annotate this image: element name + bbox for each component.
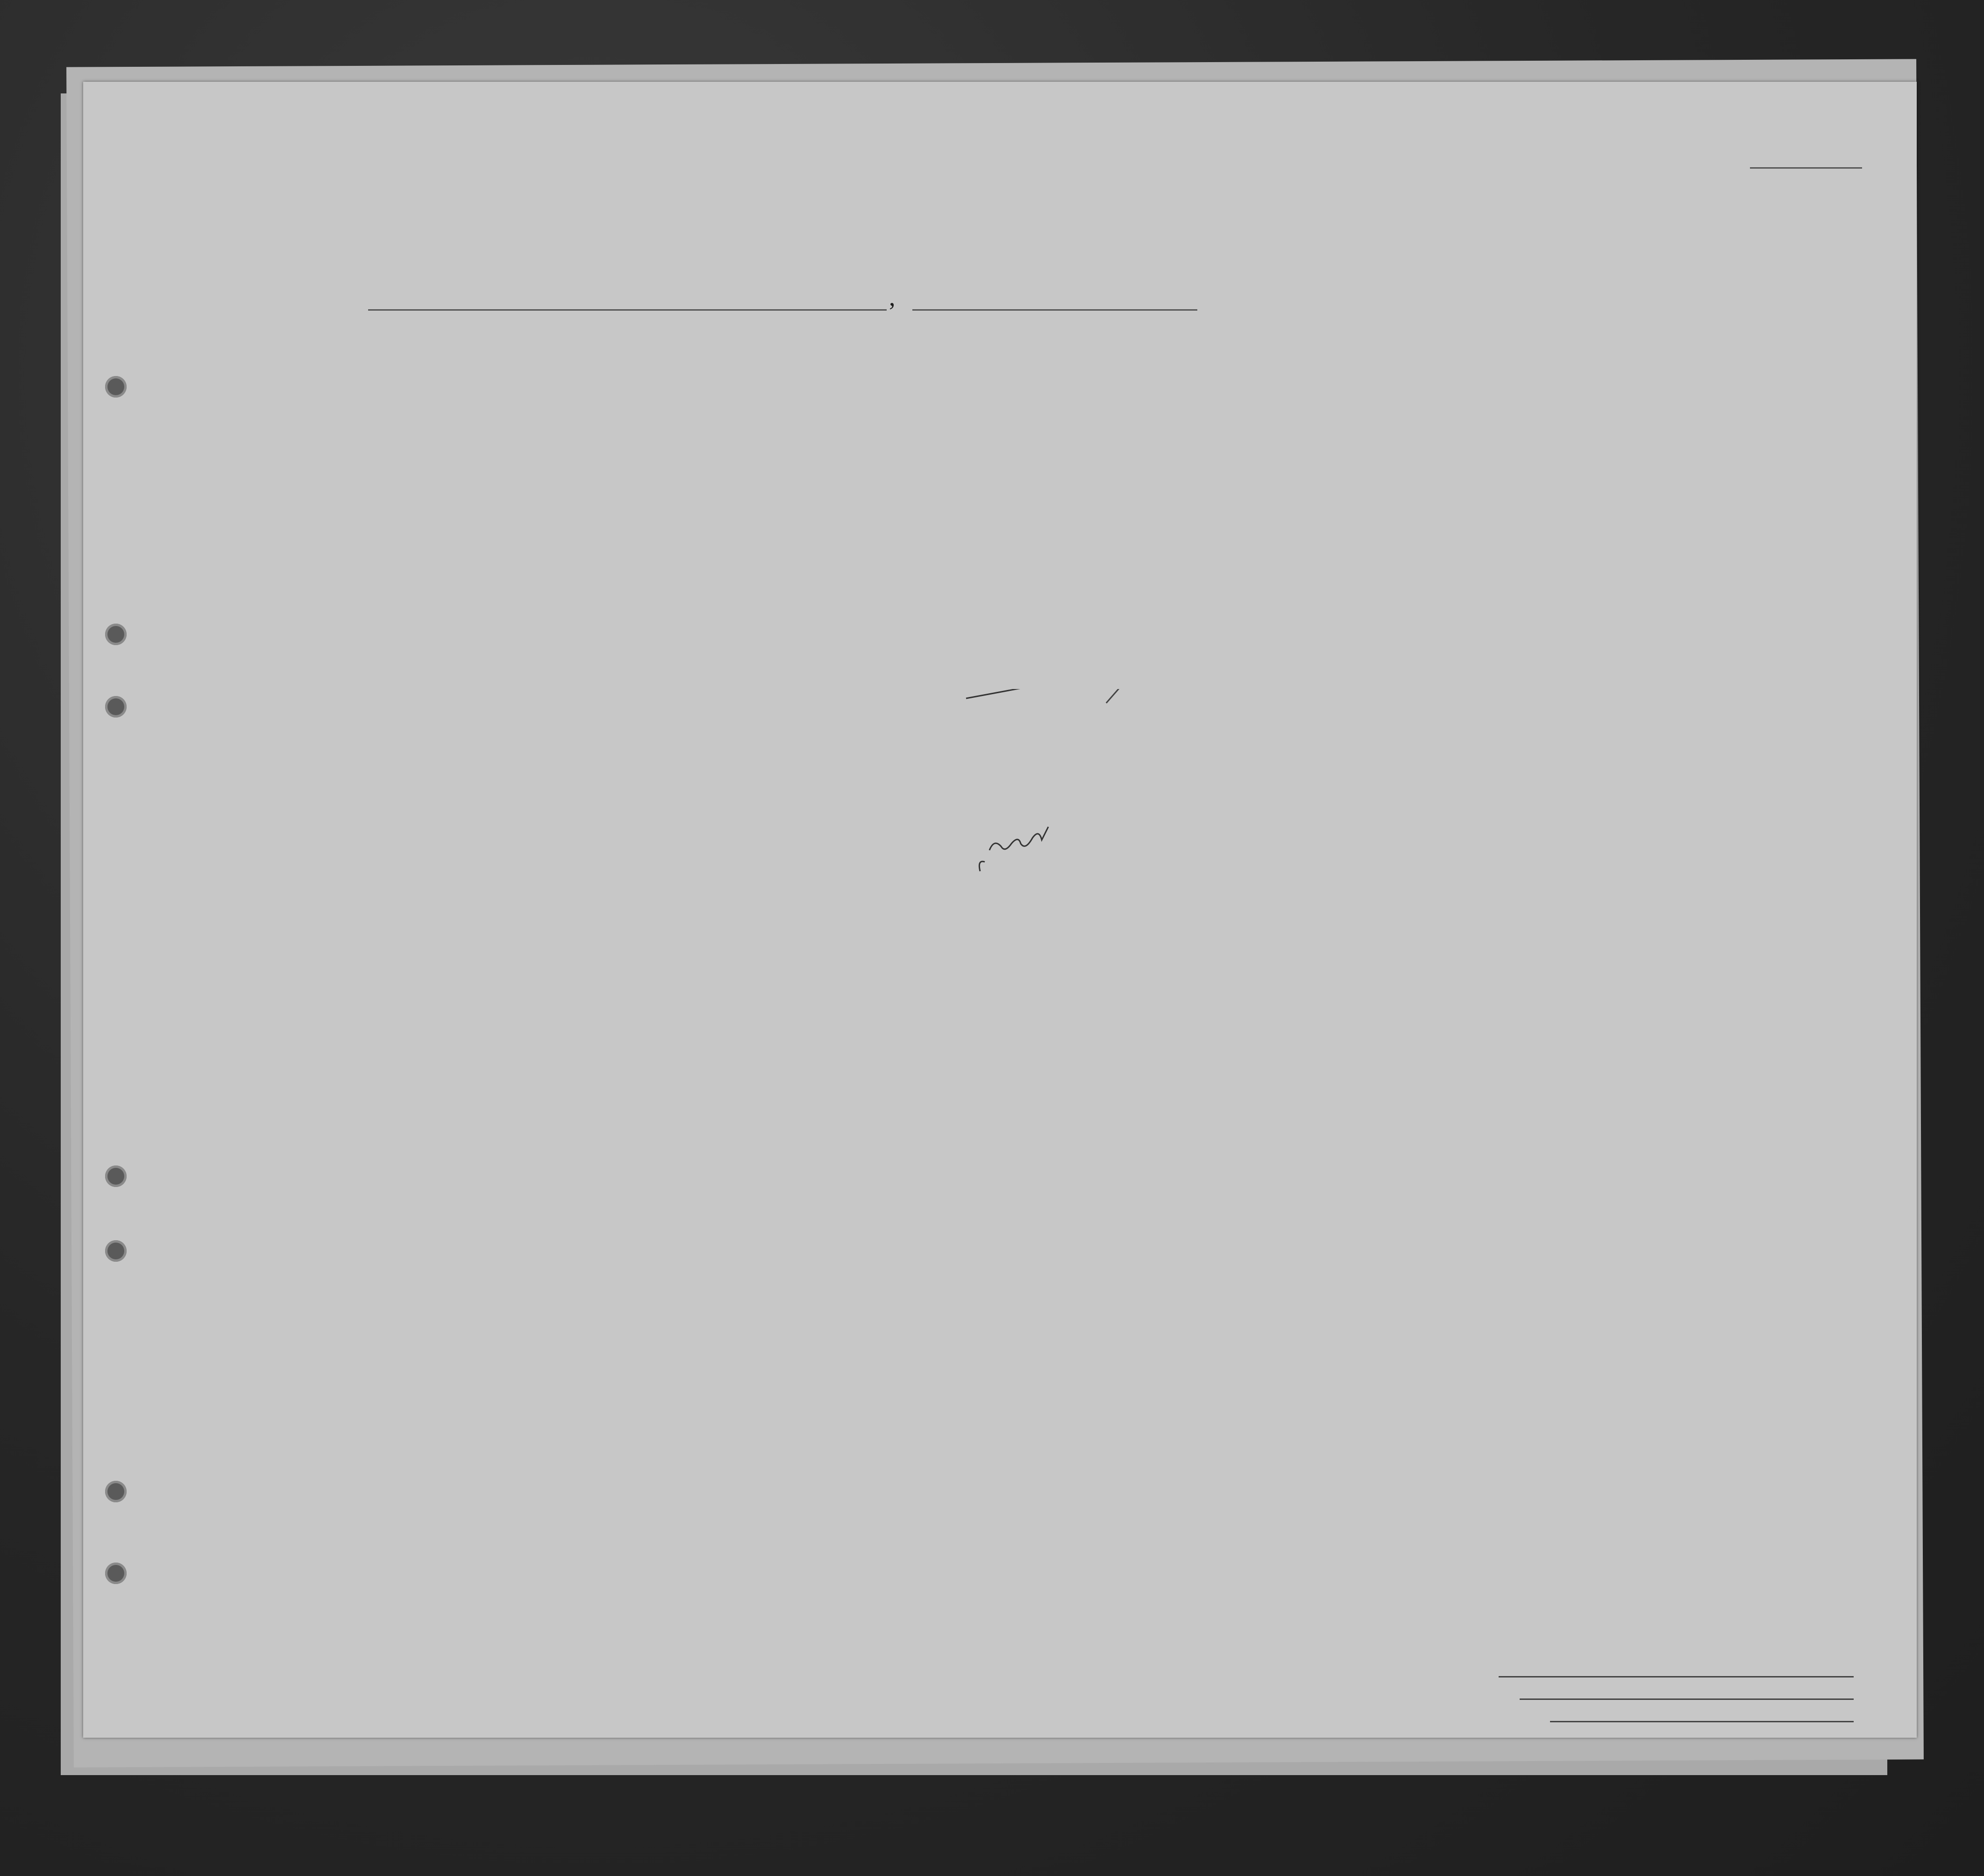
- tick-mark: [1106, 689, 1123, 703]
- binder-hole: [105, 1165, 127, 1187]
- owners-value: [1520, 1682, 1854, 1700]
- check-mark: [966, 689, 1029, 698]
- arrival-port: [368, 287, 887, 311]
- binder-hole: [105, 1240, 127, 1262]
- binder-hole: [105, 696, 127, 718]
- binder-hole: [105, 1563, 127, 1584]
- list-number: [1750, 142, 1862, 169]
- agents-value: [1550, 1705, 1854, 1722]
- line-value: [1499, 1660, 1854, 1677]
- binder-hole: [105, 376, 127, 398]
- handwritten-mark: [979, 861, 985, 871]
- manifest-sheet: [83, 82, 1917, 1738]
- arrival-date: [912, 287, 1197, 311]
- handwritten-annotations: [961, 689, 1130, 885]
- binder-hole: [105, 624, 127, 645]
- comma: ,: [889, 283, 896, 311]
- handwritten-signature: [989, 827, 1048, 850]
- binder-hole: [105, 1481, 127, 1502]
